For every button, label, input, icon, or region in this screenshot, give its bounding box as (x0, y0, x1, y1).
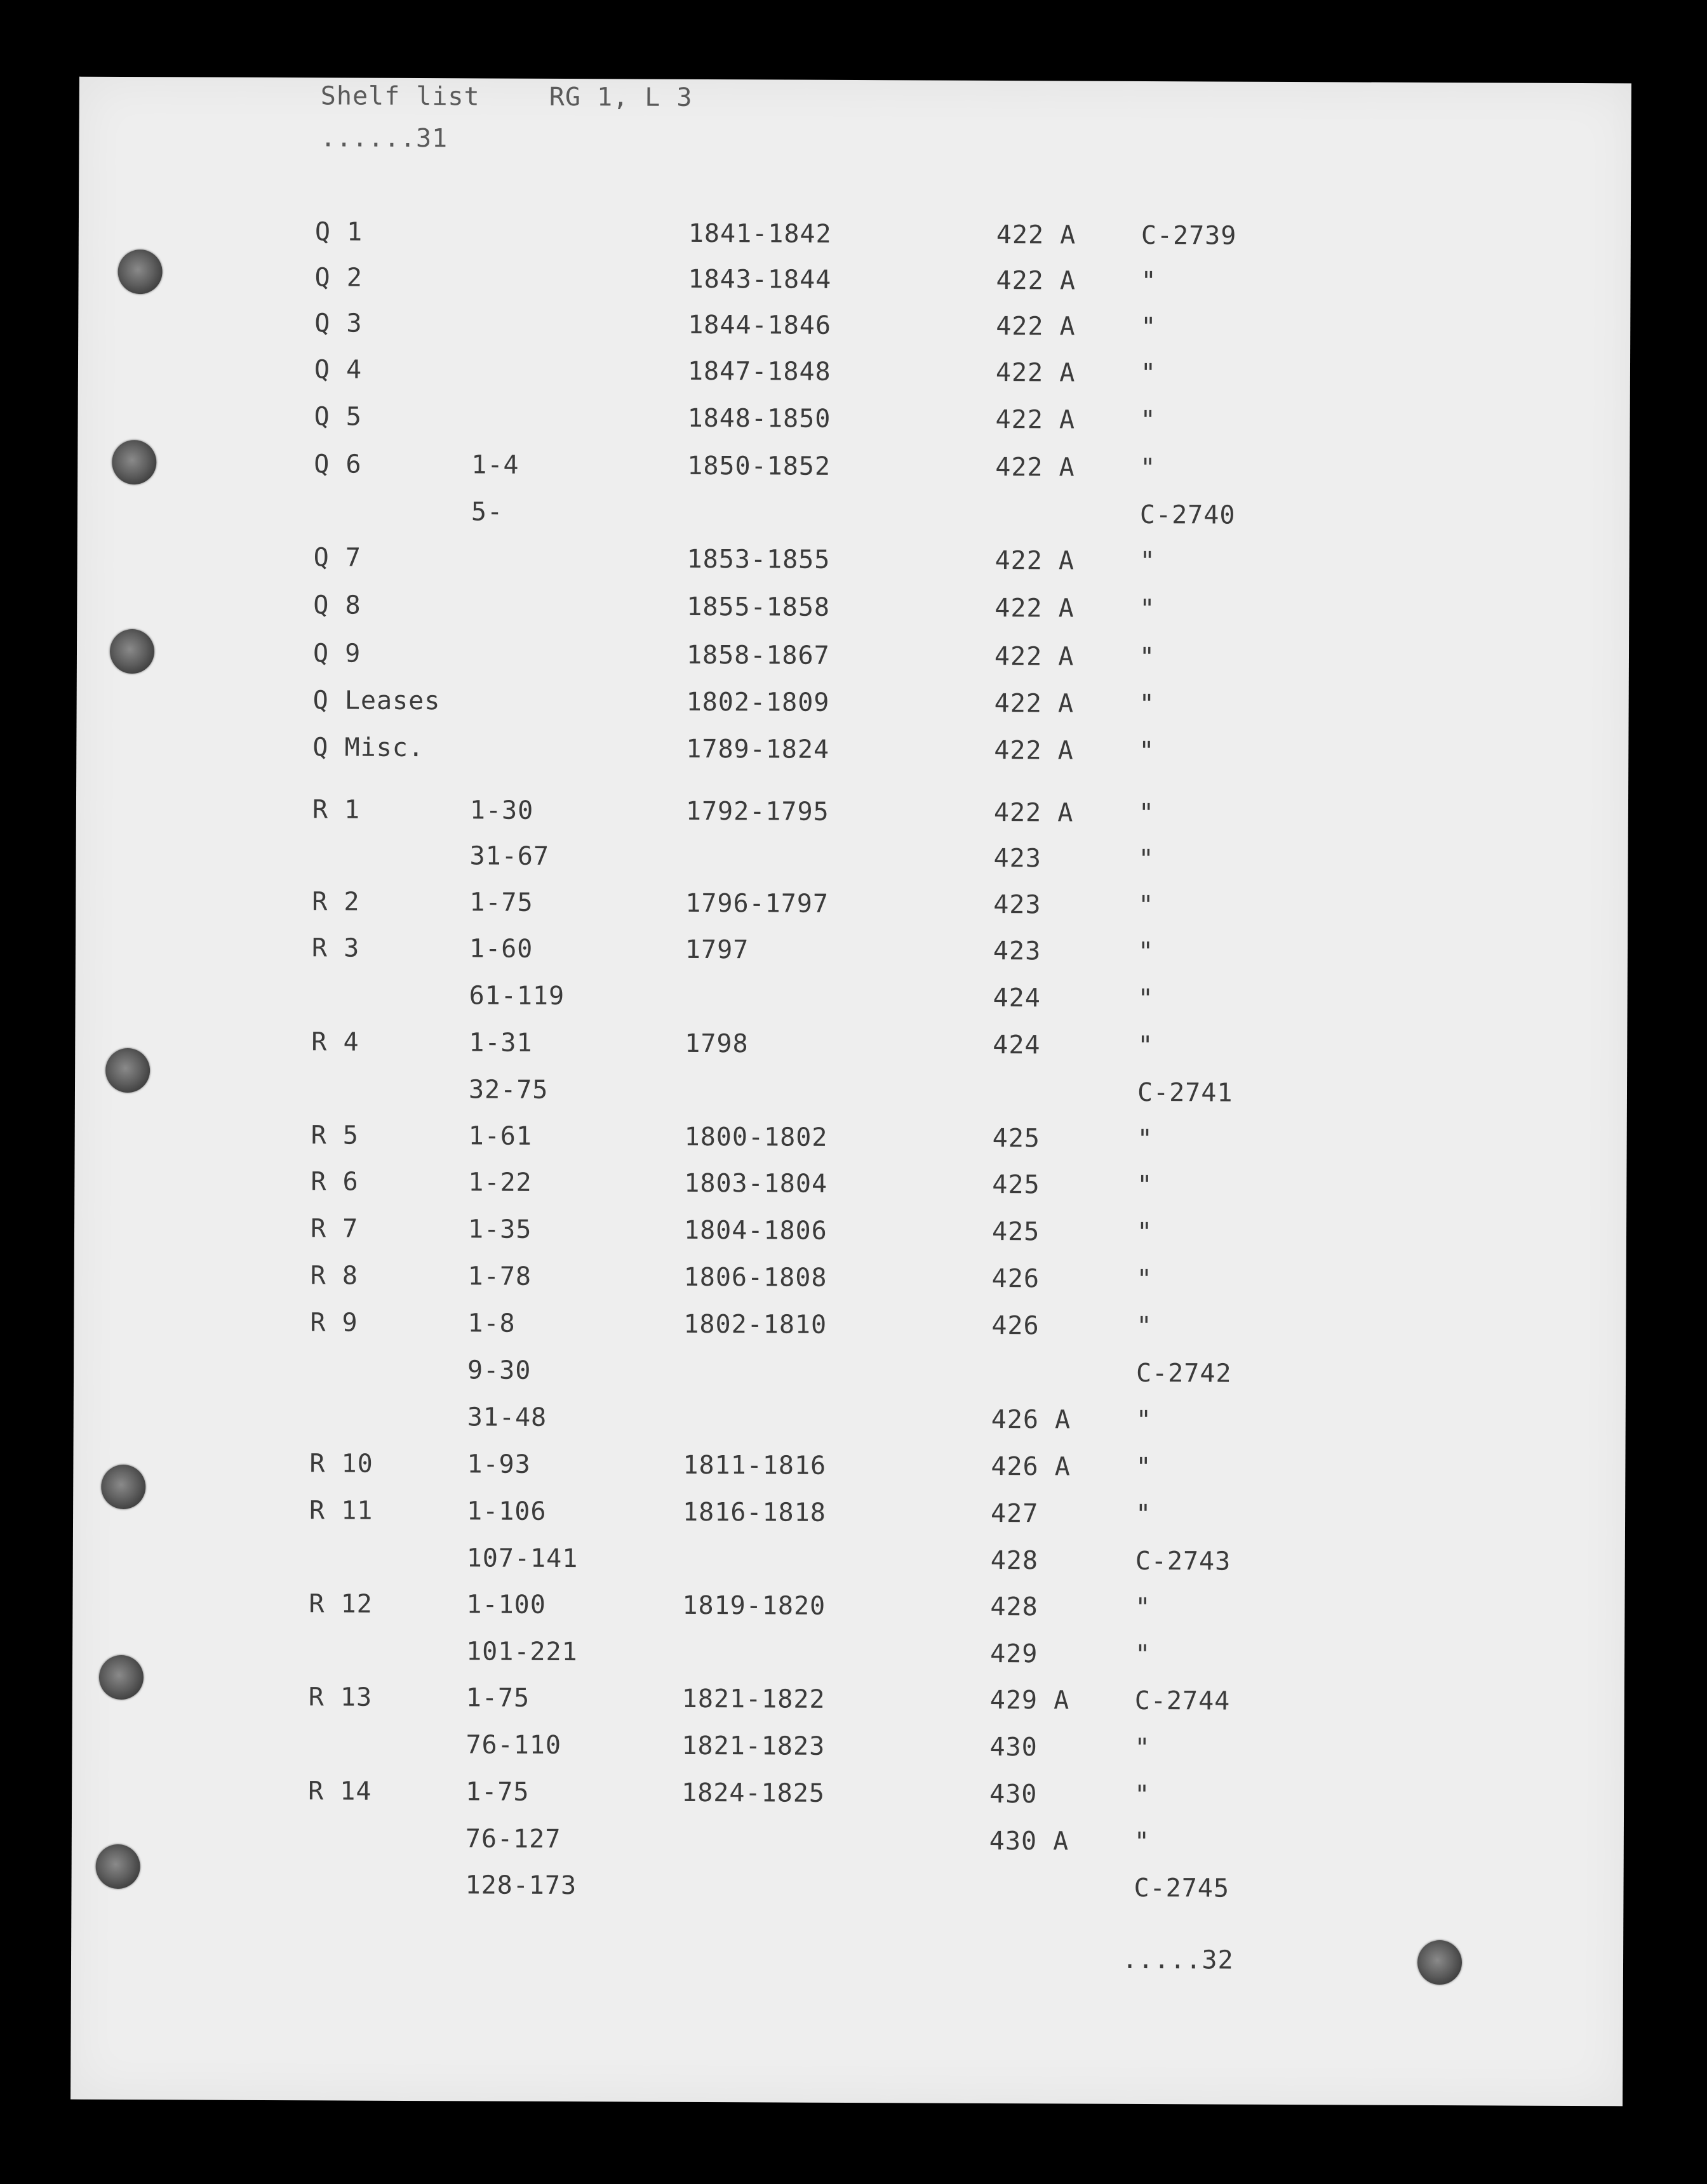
row-reel: " (1134, 1780, 1151, 1810)
row-range: 1-8 (467, 1308, 516, 1338)
row-shelf: Q 9 (312, 639, 361, 669)
row-shelf: R 7 (310, 1214, 359, 1244)
row-range: 1-30 (469, 796, 534, 825)
row-reel: " (1135, 1639, 1151, 1670)
row-volume: 423 (993, 936, 1041, 966)
row-shelf: R 10 (309, 1449, 373, 1479)
row-shelf: R 2 (312, 887, 360, 917)
row-range: 101-221 (466, 1637, 578, 1667)
row-reel: " (1137, 1124, 1153, 1154)
row-volume: 428 (990, 1545, 1039, 1576)
row-range: 5- (471, 497, 504, 527)
document-page (70, 77, 1631, 2107)
row-range: 1-4 (471, 450, 519, 480)
row-reel: C-2744 (1134, 1686, 1231, 1716)
punch-hole (99, 1655, 144, 1700)
row-dates: 1819-1820 (682, 1590, 826, 1621)
row-dates: 1853-1855 (686, 544, 831, 575)
row-dates: 1796-1797 (685, 888, 829, 919)
row-dates: 1798 (685, 1029, 749, 1059)
row-volume: 425 (992, 1123, 1041, 1154)
row-volume: 422 A (994, 545, 1075, 576)
row-dates: 1802-1809 (686, 687, 830, 717)
row-dates: 1824-1825 (681, 1778, 826, 1808)
row-reel: " (1139, 642, 1156, 672)
row-reel: " (1135, 1592, 1151, 1623)
row-dates: 1821-1822 (681, 1684, 826, 1714)
row-dates: 1811-1816 (683, 1450, 827, 1481)
row-shelf: R 14 (308, 1776, 372, 1806)
row-range: 9-30 (467, 1355, 532, 1385)
row-dates: 1841-1842 (688, 218, 832, 249)
row-shelf: R 3 (311, 933, 360, 963)
row-range: 1-100 (466, 1590, 546, 1620)
row-reel: " (1141, 312, 1157, 342)
row-volume: 422 A (995, 357, 1076, 388)
row-shelf: R 5 (311, 1121, 359, 1150)
row-shelf: R 6 (311, 1167, 359, 1197)
row-dates: 1858-1867 (686, 640, 830, 670)
row-dates: 1792-1795 (685, 796, 829, 827)
row-reel: " (1140, 405, 1156, 436)
row-range: 1-31 (469, 1028, 533, 1058)
row-reel: " (1137, 983, 1154, 1014)
row-reel: C-2739 (1141, 220, 1237, 251)
row-reel: " (1134, 1733, 1151, 1763)
row-reel: C-2745 (1134, 1873, 1230, 1903)
row-reel: " (1134, 1827, 1151, 1857)
row-volume: 428 (990, 1592, 1038, 1622)
row-range: 1-60 (469, 934, 533, 964)
row-reel: " (1138, 798, 1155, 829)
row-volume: 422 A (994, 688, 1074, 719)
row-reel: " (1139, 736, 1155, 766)
row-shelf: Q 4 (314, 355, 363, 385)
row-dates: 1850-1852 (687, 451, 831, 481)
row-range: 31-67 (469, 841, 550, 871)
row-range: 1-78 (467, 1262, 532, 1291)
row-range: 1-75 (465, 1683, 530, 1713)
row-shelf: R 1 (312, 795, 361, 825)
row-reel: " (1138, 890, 1155, 921)
row-volume: 427 (991, 1498, 1039, 1529)
row-volume: 426 (991, 1310, 1040, 1341)
row-range: 76-127 (465, 1824, 561, 1854)
row-shelf: Q 2 (314, 263, 363, 293)
row-range: 1-75 (465, 1777, 530, 1807)
row-dates: 1821-1823 (681, 1731, 826, 1761)
row-volume: 422 A (995, 404, 1076, 435)
row-shelf: Q 6 (314, 449, 362, 479)
row-dates: 1847-1848 (687, 356, 831, 387)
row-volume: 423 (993, 843, 1041, 874)
row-dates: 1843-1844 (688, 264, 832, 295)
row-reel: C-2742 (1135, 1358, 1232, 1388)
row-reel: C-2740 (1139, 500, 1236, 530)
row-dates: 1803-1804 (684, 1168, 828, 1199)
row-reel: C-2743 (1135, 1546, 1231, 1576)
row-volume: 422 A (996, 220, 1076, 250)
row-reel: " (1137, 936, 1155, 967)
row-range: 61-119 (469, 981, 565, 1011)
punch-hole (96, 1844, 140, 1889)
row-dates: 1844-1846 (688, 310, 832, 340)
row-reel: " (1135, 1499, 1152, 1529)
punch-hole (117, 250, 162, 294)
row-shelf: Q 5 (314, 402, 362, 432)
row-volume: 430 A (989, 1826, 1069, 1856)
row-volume: 422 A (994, 641, 1074, 672)
row-dates: 1855-1858 (686, 592, 831, 622)
row-reel: " (1136, 1264, 1153, 1295)
row-shelf: Q 8 (313, 590, 361, 620)
row-volume: 424 (993, 983, 1041, 1013)
row-shelf: Q 7 (313, 543, 362, 573)
row-shelf: Q Misc. (312, 733, 425, 763)
row-reel: " (1136, 1311, 1153, 1342)
row-reel: " (1139, 546, 1156, 576)
punch-hole (110, 629, 154, 674)
row-shelf: Q 1 (314, 217, 363, 247)
row-shelf: Q Leases (312, 686, 441, 716)
row-reel: " (1138, 844, 1155, 874)
row-dates: 1806-1808 (683, 1262, 827, 1293)
row-volume: 422 A (994, 593, 1074, 623)
row-reel: " (1136, 1217, 1153, 1248)
row-volume: 422 A (993, 797, 1074, 828)
row-volume: 430 (989, 1732, 1038, 1762)
row-dates: 1804-1806 (683, 1215, 827, 1246)
row-reel: " (1137, 1030, 1154, 1061)
row-volume: 429 (990, 1639, 1038, 1669)
punch-hole (101, 1465, 145, 1509)
row-range: 107-141 (466, 1543, 579, 1574)
row-volume: 426 (991, 1263, 1040, 1294)
punch-hole (1417, 1940, 1462, 1985)
row-volume: 430 (989, 1779, 1038, 1809)
row-range: 31-48 (467, 1402, 547, 1432)
header-record-group: RG 1, L 3 (549, 82, 693, 112)
row-reel: " (1140, 453, 1156, 483)
row-reel: C-2741 (1137, 1077, 1233, 1108)
row-range: 1-35 (467, 1215, 532, 1244)
row-dates: 1797 (685, 935, 749, 965)
row-shelf: R 8 (310, 1261, 359, 1291)
footer-next-ref: .....32 (1121, 1945, 1234, 1975)
row-range: 1-61 (468, 1121, 533, 1151)
row-volume: 422 A (996, 311, 1076, 342)
row-reel: " (1139, 689, 1155, 719)
row-reel: " (1137, 1170, 1153, 1201)
row-volume: 429 A (989, 1685, 1070, 1715)
row-dates: 1816-1818 (683, 1497, 826, 1528)
row-reel: " (1140, 358, 1157, 389)
row-volume: 422 A (994, 735, 1074, 766)
row-shelf: R 13 (308, 1682, 373, 1712)
row-volume: 422 A (996, 265, 1076, 296)
row-dates: 1802-1810 (683, 1309, 827, 1340)
row-range: 128-173 (465, 1870, 577, 1901)
punch-hole (105, 1048, 150, 1093)
row-range: 1-106 (467, 1496, 547, 1526)
row-shelf: R 9 (310, 1308, 358, 1338)
row-volume: 425 (991, 1216, 1040, 1247)
row-volume: 424 (993, 1030, 1041, 1060)
row-range: 1-93 (467, 1449, 531, 1479)
row-reel: " (1141, 266, 1157, 296)
row-dates: 1848-1850 (687, 403, 831, 434)
row-reel: " (1135, 1405, 1152, 1435)
row-volume: 426 A (991, 1404, 1071, 1435)
punch-hole (112, 440, 156, 484)
row-volume: 422 A (995, 452, 1075, 483)
row-range: 32-75 (468, 1075, 549, 1105)
header-title: Shelf list (320, 81, 480, 112)
row-shelf: R 4 (311, 1027, 359, 1057)
row-range: 76-110 (465, 1730, 562, 1761)
row-range: 1-75 (469, 888, 533, 917)
row-volume: 423 (993, 889, 1041, 920)
row-reel: " (1139, 594, 1156, 624)
row-dates: 1800-1802 (684, 1122, 828, 1152)
row-range: 1-22 (468, 1168, 532, 1197)
row-shelf: Q 3 (314, 309, 363, 338)
header-prev-ref: ......31 (320, 123, 448, 154)
row-volume: 425 (992, 1169, 1040, 1200)
row-volume: 426 A (991, 1451, 1071, 1482)
row-reel: " (1135, 1452, 1152, 1482)
row-shelf: R 11 (309, 1496, 373, 1526)
row-shelf: R 12 (309, 1589, 373, 1619)
row-dates: 1789-1824 (686, 734, 830, 764)
